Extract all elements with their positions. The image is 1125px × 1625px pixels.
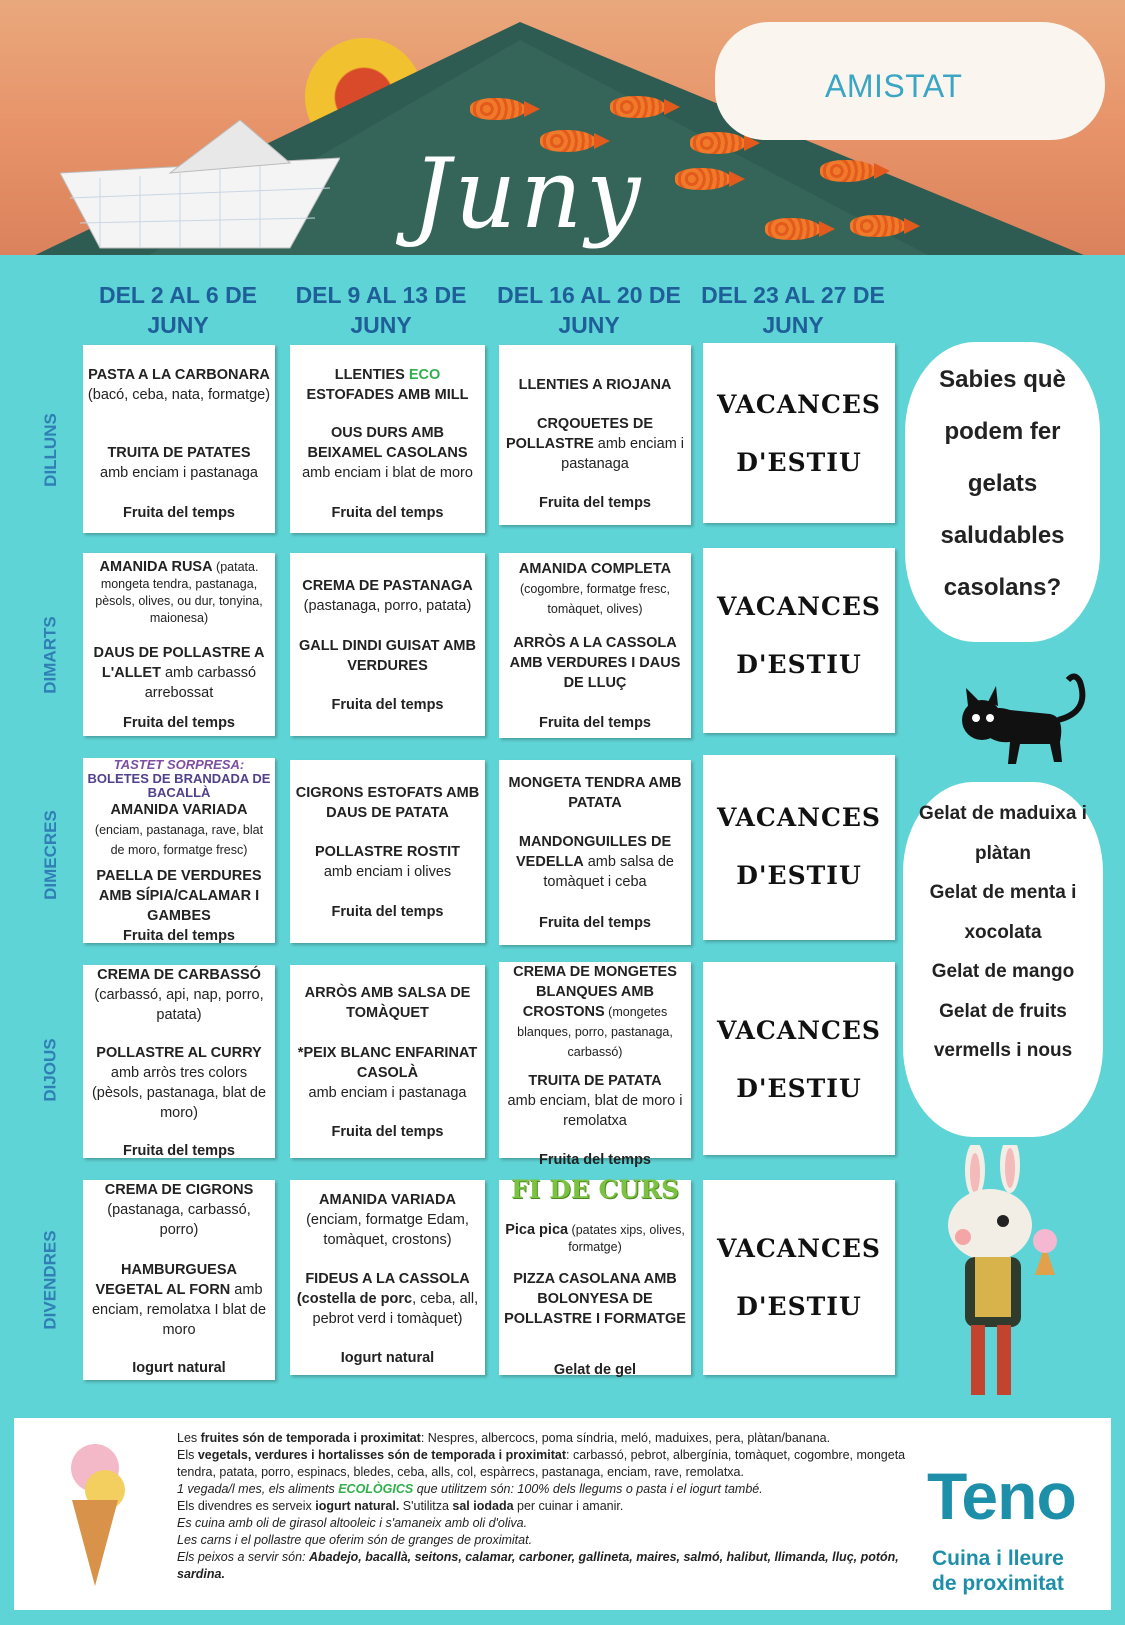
question-bubble: Sabies què podem fer gelats saludables casolans? (905, 342, 1100, 642)
vacances-cell: VACANCES D'ESTIU (703, 343, 895, 523)
ice-cream-illustration (60, 1438, 130, 1588)
day-label: DIJOUS (41, 1038, 61, 1102)
fish-illustration (610, 96, 666, 118)
menu-cell-tuesday-week1: AMANIDA RUSA (patata. mongeta tendra, pastanaga, pèsols, olives, ou dur, tonyina, maionesa) DAUS DE POLLASTRE A L'ALLET amb carbassó arrebossat Fruita del temps (83, 553, 275, 736)
menu-cell-wednesday-week3: MONGETA TENDRA AMB PATATA MANDONGUILLES DE VEDELLA amb salsa de tomàquet i ceba Fruita del temps (499, 760, 691, 945)
fish-illustration (470, 98, 526, 120)
menu-cell-thursday-week1: CREMA DE CARBASSÓ (carbassó, api, nap, porro, patata) POLLASTRE AL CURRY amb arròs tres colors (pèsols, pastanaga, blat de moro) Fruita del temps (83, 965, 275, 1158)
brand-tagline: Cuina i lleure de proximitat (932, 1547, 1064, 1595)
menu-cell-wednesday-week1: TASTET SORPRESA: BOLETES DE BRANDADA DE BACALLÀ AMANIDA VARIADA (enciam, pastanaga, rave, blat de moro, formatge fresc) PAELLA DE VERDURES AMB SÍPIA/CALAMAR I GAMBES Fruita del temps (83, 758, 275, 943)
menu-cell-friday-week2: AMANIDA VARIADA (enciam, formatge Edam, tomàquet, crostons) FIDEUS A LA CASSOLA (costella de porc, ceba, all, pebrot verd i tomàquet) Iogurt natural (290, 1180, 485, 1375)
header-illustration (0, 0, 1125, 272)
nutrition-notes: Les fruites són de temporada i proximitat: Nespres, albercocs, poma síndria, meló, maduixes, pera, plàtan/banana. Els vegetals, verdures i hortalisses són de temporada i proximitat: carbassó, pebrot, albergínia, tomàquet, cogombre, mongeta tendra, patata, porro, espinacs, bledes, ceba, alls, col, espàrrecs, pastanaga, enciam, rave, remolatxa. 1 vegada/l mes, els aliments ECOLÒGICS que utilitzem són: 100% dels llegums o pasta i el iogurt també. Els divendres es serveix iogurt natural. S'utilitza sal iodada per cuinar i amanir. Es cuina amb oli de girasol altooleic i s'amaneix amb oli d'oliva. Les carns i el pollastre que oferim són de granges de proximitat. Els peixos a servir són: Abadejo, bacallà, seitons, calamar, carboner, gallineta, maires, salmó, halibut, llimanda, lluç, potón, sardina. (177, 1431, 906, 1581)
menu-cell-monday-week3: LLENTIES A RIOJANA CRQOUETES DE POLLASTRE amb enciam i pastanaga Fruita del temps (499, 345, 691, 525)
menu-cell-monday-week1: PASTA A LA CARBONARA (bacó, ceba, nata, formatge) TRUITA DE PATATES amb enciam i pastanaga Fruita del temps (83, 345, 275, 533)
day-label: DIMARTS (41, 616, 61, 694)
day-label: DIVENDRES (41, 1230, 60, 1330)
menu-cell-thursday-week2: ARRÒS AMB SALSA DE TOMÀQUET *PEIX BLANC ENFARINAT CASOLÀ amb enciam i pastanaga Fruita del temps (290, 965, 485, 1158)
fish-illustration (820, 160, 876, 182)
menu-cell-wednesday-week2: CIGRONS ESTOFATS AMB DAUS DE PATATA POLLASTRE ROSTIT amb enciam i olives Fruita del temps (290, 760, 485, 943)
menu-cell-thursday-week3: CREMA DE MONGETES BLANQUES AMB CROSTONS (mongetes blanques, porro, pastanaga, carbassó) TRUITA DE PATATA amb enciam, blat de moro i remolatxa Fruita del temps (499, 962, 691, 1158)
week-header: DEL 9 AL 13 DE JUNY (295, 282, 467, 338)
fish-illustration (690, 132, 746, 154)
fi-de-curs-banner: FI DE CURS (510, 1175, 680, 1204)
week-header: DEL 23 AL 27 DE JUNY (701, 282, 885, 338)
footer-notes-panel (14, 1418, 1111, 1610)
week-header: DEL 16 AL 20 DE JUNY (497, 282, 681, 338)
vacances-cell: VACANCES D'ESTIU (703, 548, 895, 733)
day-label: DIMECRES (41, 810, 61, 900)
black-cat-illustration (950, 672, 1095, 767)
menu-cell-tuesday-week3: AMANIDA COMPLETA (cogombre, formatge fresc, tomàquet, olives) ARRÒS A LA CASSOLA AMB VERDURES I DAUS DE LLUÇ Fruita del temps (499, 553, 691, 738)
paper-boat-illustration (60, 118, 340, 253)
fish-illustration (765, 218, 821, 240)
month-title: Juny (412, 138, 645, 250)
menu-cell-friday-week3: FI DE CURS Pica pica (patates xips, olives, formatge) PIZZA CASOLANA AMB BOLONYESA DE POLLASTRE I FORMATGE Gelat de gel (499, 1180, 691, 1375)
vacances-cell: VACANCES D'ESTIU (703, 962, 895, 1155)
day-label: DILLUNS (41, 413, 61, 487)
fish-illustration (675, 168, 731, 190)
ice-cream-ideas-bubble: Gelat de maduixa i plàtan Gelat de menta i xocolata Gelat de mango Gelat de fruits vermells i nous (903, 782, 1103, 1137)
vacances-cell: VACANCES D'ESTIU (703, 755, 895, 940)
menu-cell-monday-week2: LLENTIES ECO ESTOFADES AMB MILL OUS DURS AMB BEIXAMEL CASOLANS amb enciam i blat de moro Fruita del temps (290, 345, 485, 533)
bunny-character-illustration (905, 1145, 1090, 1415)
school-name: AMISTAT (825, 68, 963, 104)
menu-cell-tuesday-week2: CREMA DE PASTANAGA (pastanaga, porro, patata) GALL DINDI GUISAT AMB VERDURES Fruita del temps (290, 553, 485, 736)
week-header: DEL 2 AL 6 DE JUNY (98, 282, 258, 338)
fish-illustration (850, 215, 906, 237)
brand-logo: Teno (927, 1459, 1076, 1533)
vacances-cell: VACANCES D'ESTIU (703, 1180, 895, 1375)
menu-cell-friday-week1: CREMA DE CIGRONS (pastanaga, carbassó, porro) HAMBURGUESA VEGETAL AL FORN amb enciam, remolatxa I blat de moro Iogurt natural (83, 1180, 275, 1380)
